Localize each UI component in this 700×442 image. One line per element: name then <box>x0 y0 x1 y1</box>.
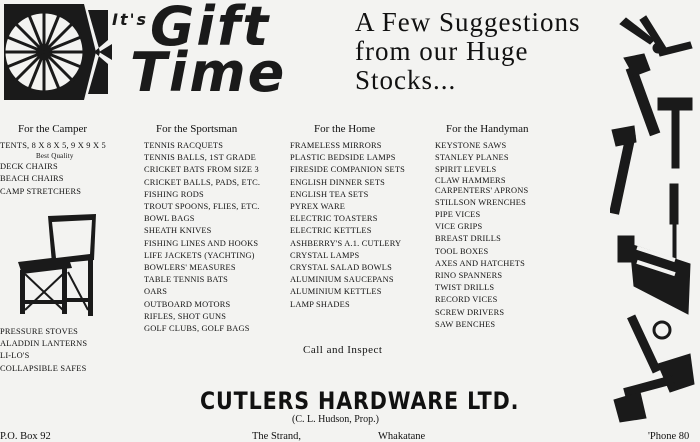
wheel-logo-icon <box>4 4 112 100</box>
list-item: TENTS, 8 X 8 X 5, 9 X 9 X 5 <box>0 141 106 150</box>
list-item: TABLE TENNIS BATS <box>144 275 228 285</box>
list-item: ELECTRIC TOASTERS <box>290 214 378 224</box>
phone: 'Phone 80 <box>648 431 690 442</box>
list-item: RINO SPANNERS <box>435 271 503 281</box>
home-list <box>290 140 405 311</box>
list-item: CRYSTAL SALAD BOWLS <box>290 263 392 273</box>
handyman-heading: For the Handyman <box>446 123 529 135</box>
list-item: CRICKET BATS FROM SIZE 3 <box>144 165 259 175</box>
list-item: LAMP SHADES <box>290 299 350 309</box>
logo-gift: Gift <box>150 0 271 58</box>
list-item: ENGLISH TEA SETS <box>290 189 369 199</box>
list-item: RECORD VICES <box>435 295 498 305</box>
camper-list-bottom <box>0 326 87 375</box>
proprietor: (C. L. Hudson, Prop.) <box>292 414 379 425</box>
list-item: PRESSURE STOVES <box>0 327 79 336</box>
list-item: ELECTRIC KETTLES <box>290 226 372 236</box>
list-item: ASHBERRY'S A.1. CUTLERY <box>290 238 402 248</box>
logo-its: It's <box>112 10 149 29</box>
call-and-inspect: Call and Inspect <box>303 344 383 356</box>
list-item: SHEATH KNIVES <box>144 226 212 236</box>
list-item: FISHING LINES AND HOOKS <box>144 238 259 248</box>
list-item: ALUMINIUM SAUCEPANS <box>290 275 394 285</box>
list-item: BEACH CHAIRS <box>0 174 64 184</box>
address: The Strand, <box>252 431 301 442</box>
list-item: CRYSTAL LAMPS <box>290 250 360 260</box>
handyman-list <box>435 140 528 331</box>
list-item: FRAMELESS MIRRORS <box>290 141 382 150</box>
list-item: PIPE VICES <box>435 210 481 220</box>
list-item: CLAW HAMMERS <box>435 175 506 185</box>
list-item: AXES AND HATCHETS <box>435 258 525 268</box>
list-item: LI-LO'S <box>0 351 30 361</box>
list-item: TENNIS RACQUETS <box>144 141 224 150</box>
sportsman-list <box>144 140 260 335</box>
list-item: ALADDIN LANTERNS <box>0 339 88 349</box>
camper-heading: For the Camper <box>18 123 88 135</box>
list-item: BOWLERS' MEASURES <box>144 263 236 273</box>
logo-time: Time <box>130 41 287 104</box>
list-item: CAMP STRETCHERS <box>0 186 82 196</box>
sportsman-heading: For the Sportsman <box>156 123 238 135</box>
home-heading: For the Home <box>314 123 376 135</box>
camper-list-top <box>0 140 106 198</box>
list-note: Best Quality <box>36 152 74 161</box>
town: Whakatane <box>378 431 426 442</box>
list-item: KEYSTONE SAWS <box>435 141 507 150</box>
list-item: ALUMINIUM KETTLES <box>290 287 382 297</box>
list-item: TWIST DRILLS <box>435 283 495 293</box>
list-item: FISHING RODS <box>144 189 204 199</box>
list-item: PYREX WARE <box>290 202 346 212</box>
list-item: PLASTIC BEDSIDE LAMPS <box>290 153 396 163</box>
list-item: RIFLES, SHOT GUNS <box>144 311 227 321</box>
list-item: CARPENTERS' APRONS <box>435 185 529 195</box>
company-name: CUTLERS HARDWARE LTD. <box>200 387 520 415</box>
list-item: LIFE JACKETS (YACHTING) <box>144 250 255 260</box>
headline-line: Stocks... <box>355 65 457 95</box>
list-item: STANLEY PLANES <box>435 153 509 163</box>
list-item: STILLSON WRENCHES <box>435 197 526 207</box>
list-item: OARS <box>144 287 168 297</box>
headline-line: A Few Suggestions <box>355 7 581 37</box>
list-item: CRICKET BALLS, PADS, ETC. <box>144 177 261 187</box>
list-item: TROUT SPOONS, FLIES, ETC. <box>144 202 260 212</box>
list-item: VICE GRIPS <box>435 222 483 232</box>
list-item: SPIRIT LEVELS <box>435 165 497 175</box>
list-item: BREAST DRILLS <box>435 234 501 244</box>
list-item: TOOL BOXES <box>435 246 489 256</box>
list-item: FIRESIDE COMPANION SETS <box>290 165 406 175</box>
headline <box>355 8 581 95</box>
po-box: P.O. Box 92 <box>0 431 51 442</box>
list-item: GOLF CLUBS, GOLF BAGS <box>144 324 250 334</box>
list-item: SAW BENCHES <box>435 319 496 329</box>
list-item: TENNIS BALLS, 1ST GRADE <box>144 153 256 163</box>
list-item: SCREW DRIVERS <box>435 307 505 317</box>
tools-illustration-icon <box>610 14 696 424</box>
list-item: OUTBOARD MOTORS <box>144 299 231 309</box>
deck-chair-icon <box>8 210 102 320</box>
list-item: BOWL BAGS <box>144 214 195 224</box>
list-item: COLLAPSIBLE SAFES <box>0 363 87 373</box>
list-item: ENGLISH DINNER SETS <box>290 177 385 187</box>
list-item: DECK CHAIRS <box>0 162 58 172</box>
headline-line: from our Huge <box>355 36 529 66</box>
